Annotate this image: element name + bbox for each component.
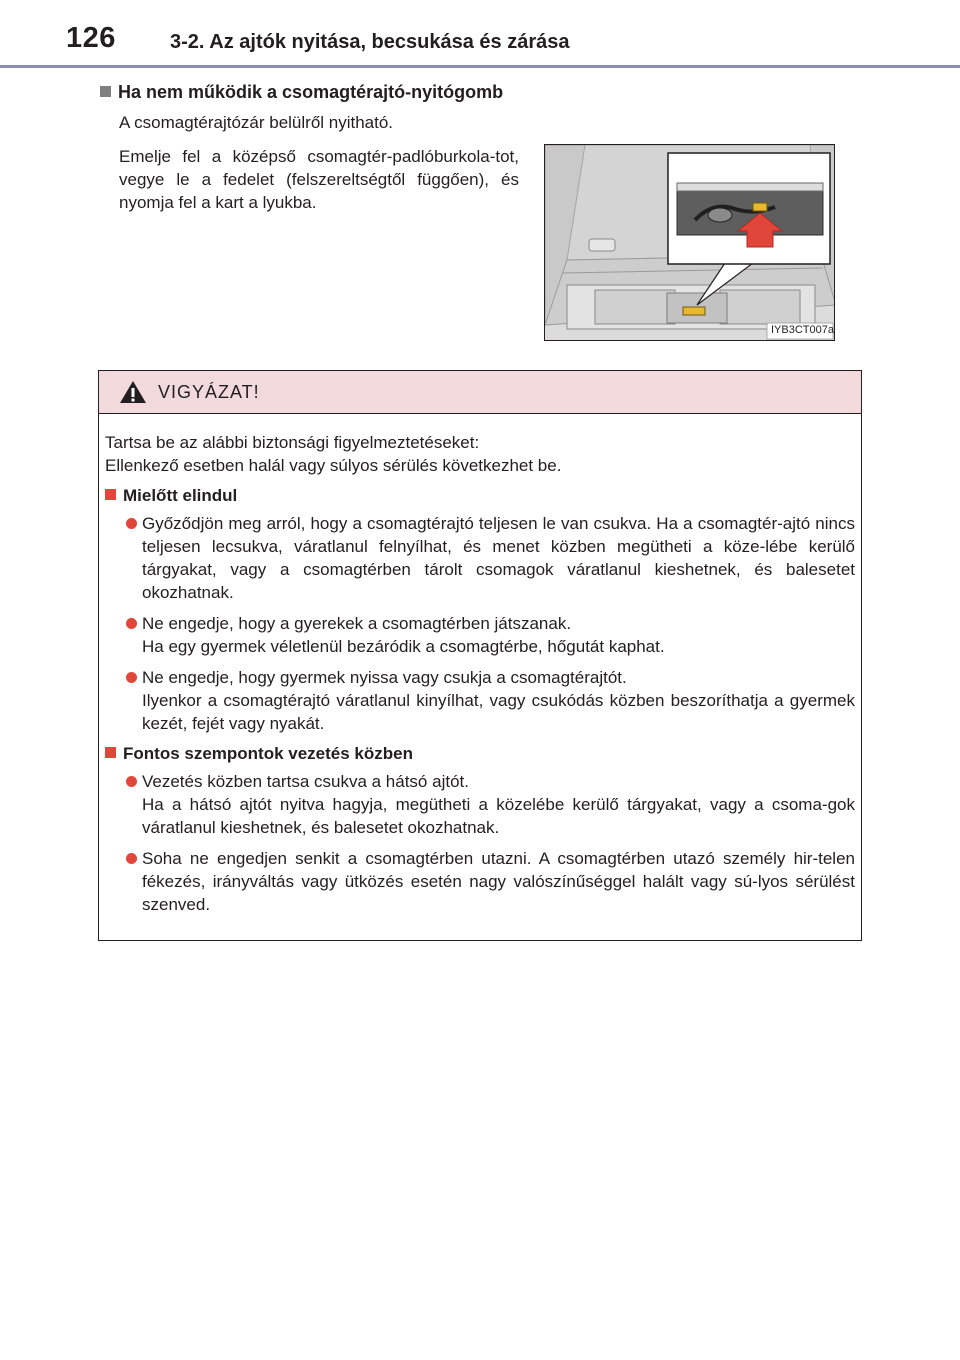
bullet-dot-icon: [126, 518, 137, 529]
bullet-text: Vezetés közben tartsa csukva a hátsó ajtót.: [142, 772, 469, 791]
paragraph-1: A csomagtérajtózár belülről nyitható.: [119, 113, 394, 132]
warning-body: [105, 431, 855, 924]
warning-subheading-1: [105, 486, 855, 506]
section-title: 3-2. Az ajtók nyitása, becsukása és zárása: [170, 31, 570, 53]
red-square-icon: [105, 747, 116, 758]
gray-square-icon: [100, 86, 111, 97]
section-heading: [100, 82, 503, 103]
bullet-dot-icon: [126, 853, 137, 864]
warning-header: [99, 371, 861, 414]
bullet-text-2: Ilyenkor a csomagtérajtó váratlanul kinyílhat, vagy csukódás közben beszoríthatja a gyermek kezét, fejét vagy nyakát.: [142, 691, 855, 733]
warning-subheading-2-text: Fontos szempontok vezetés közben: [123, 744, 413, 763]
bullet-text: Ne engedje, hogy a gyerekek a csomagtérben játszanak.: [142, 614, 572, 633]
bullet-dot-icon: [126, 672, 137, 683]
bullet-dot-icon: [126, 618, 137, 629]
bullet-text-2: Ha a hátsó ajtót nyitva hagyja, megütheti a közelébe kerülő tárgyakat, vagy a csoma-gok váratlanul kieshetnek, és balesetet okozhatnak.: [142, 795, 855, 837]
header-rule: [0, 65, 960, 68]
paragraph-2: Emelje fel a középső csomagtér-padlóburkola-tot, vegye le a fedelet (felszereltségtől függően), és nyomja fel a kart a lyukba.: [119, 147, 519, 212]
warning-intro-line-1: Tartsa be az alábbi biztonsági figyelmeztetéseket:: [105, 433, 480, 452]
warning-bullet: [105, 770, 855, 839]
warning-triangle-icon: [119, 380, 147, 404]
figure-code: IYB3CT007a: [771, 324, 834, 336]
warning-bullet: [105, 666, 855, 735]
warning-title: VIGYÁZAT!: [158, 382, 260, 402]
warning-intro-line-2: Ellenkező esetben halál vagy súlyos sérülés következhet be.: [105, 456, 562, 475]
bullet-text-2: Ha egy gyermek véletlenül bezáródik a csomagtérbe, hőgutát kaphat.: [142, 637, 665, 656]
bullet-text: Győződjön meg arról, hogy a csomagtérajtó teljesen le van csukva. Ha a csomagtér-ajtó nincs teljesen lecsukva, váratlanul felnyílhat, és menet közben megütheti a köze-lébe kerülő tárgyakat, vagy a csomagtérben tárolt csomagok váratlanul kieshetnek, és balesetet okozhatnak.: [142, 514, 855, 602]
bullet-text: Soha ne engedjen senkit a csomagtérben utazni. A csomagtérben utazó személy hir-telen fékezés, irányváltás vagy ütközés esetén nagy valószínűséggel halált vagy sú-lyos sérülést szenved.: [142, 849, 855, 914]
page-header: [0, 0, 960, 70]
bullet-dot-icon: [126, 776, 137, 787]
warning-bullet: [105, 612, 855, 658]
cargo-area-drawing: [545, 145, 835, 341]
warning-subheading-1-text: Mielőtt elindul: [123, 486, 238, 505]
red-square-icon: [105, 489, 116, 500]
bullet-text: Ne engedje, hogy gyermek nyissa vagy csukja a csomagtérajtót.: [142, 668, 627, 687]
cargo-lever-illustration: [544, 144, 835, 341]
page-number: 126: [66, 22, 116, 54]
section-heading-text: Ha nem működik a csomagtérajtó-nyitógomb: [118, 82, 504, 102]
warning-box: [98, 370, 862, 941]
warning-bullet: [105, 512, 855, 604]
warning-bullet: [105, 847, 855, 916]
warning-subheading-2: [105, 744, 855, 764]
